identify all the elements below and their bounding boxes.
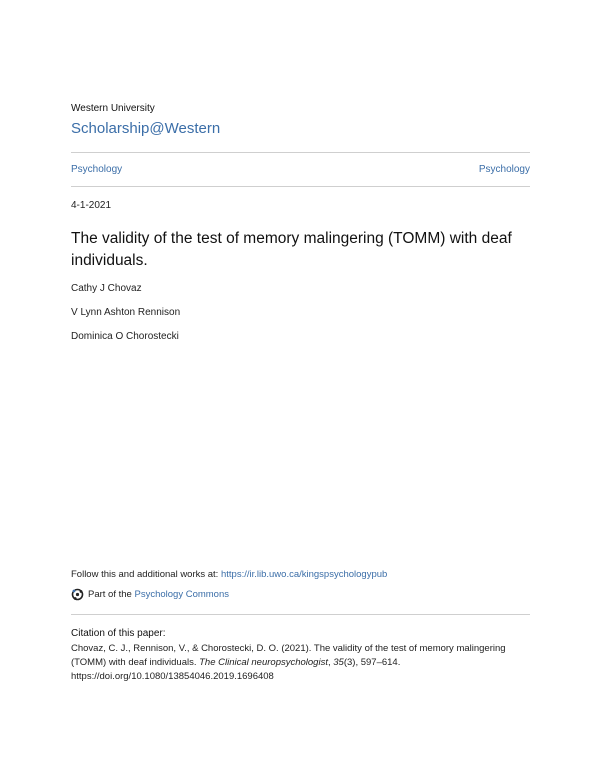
citation-text-before: Chovaz, C. J., Rennison, V., & Chorostecki, D. O. (2021). The validity of the test of memory malingering (TOMM) with deaf individuals. bbox=[71, 643, 506, 668]
psychology-commons-link[interactable]: Psychology Commons bbox=[134, 589, 229, 600]
university-name: Western University bbox=[71, 103, 155, 114]
citation-text-after: (3), 597–614. https://doi.org/10.1080/13854046.2019.1696408 bbox=[71, 657, 401, 682]
series-link-right[interactable]: Psychology bbox=[478, 164, 530, 175]
citation-journal: The Clinical neuropsychologist bbox=[199, 657, 328, 668]
part-of-prefix: Part of the bbox=[88, 589, 132, 600]
citation-volume: 35 bbox=[333, 657, 344, 668]
author-name: Dominica O Chorostecki bbox=[71, 331, 179, 342]
divider-top bbox=[71, 152, 530, 153]
repository-link[interactable]: Scholarship@Western bbox=[71, 120, 221, 137]
follow-line bbox=[71, 569, 387, 580]
paper-title: The validity of the test of memory malingering (TOMM) with deaf individuals. bbox=[71, 230, 512, 269]
citation-text bbox=[71, 642, 541, 684]
author-name: V Lynn Ashton Rennison bbox=[71, 307, 181, 318]
citation-heading: Citation of this paper: bbox=[71, 628, 166, 639]
part-of-line bbox=[71, 588, 229, 601]
publication-date: 4-1-2021 bbox=[71, 200, 112, 211]
divider-series bbox=[71, 186, 530, 187]
commons-network-icon bbox=[71, 588, 84, 601]
citation-comma: , bbox=[327, 657, 334, 668]
author-name: Cathy J Chovaz bbox=[71, 283, 142, 294]
series-link-left[interactable]: Psychology bbox=[71, 164, 123, 175]
divider-citation bbox=[71, 614, 530, 615]
follow-url-link[interactable]: https://ir.lib.uwo.ca/kingspsychologypub bbox=[220, 569, 388, 580]
follow-text: Follow this and additional works at: bbox=[71, 569, 221, 580]
